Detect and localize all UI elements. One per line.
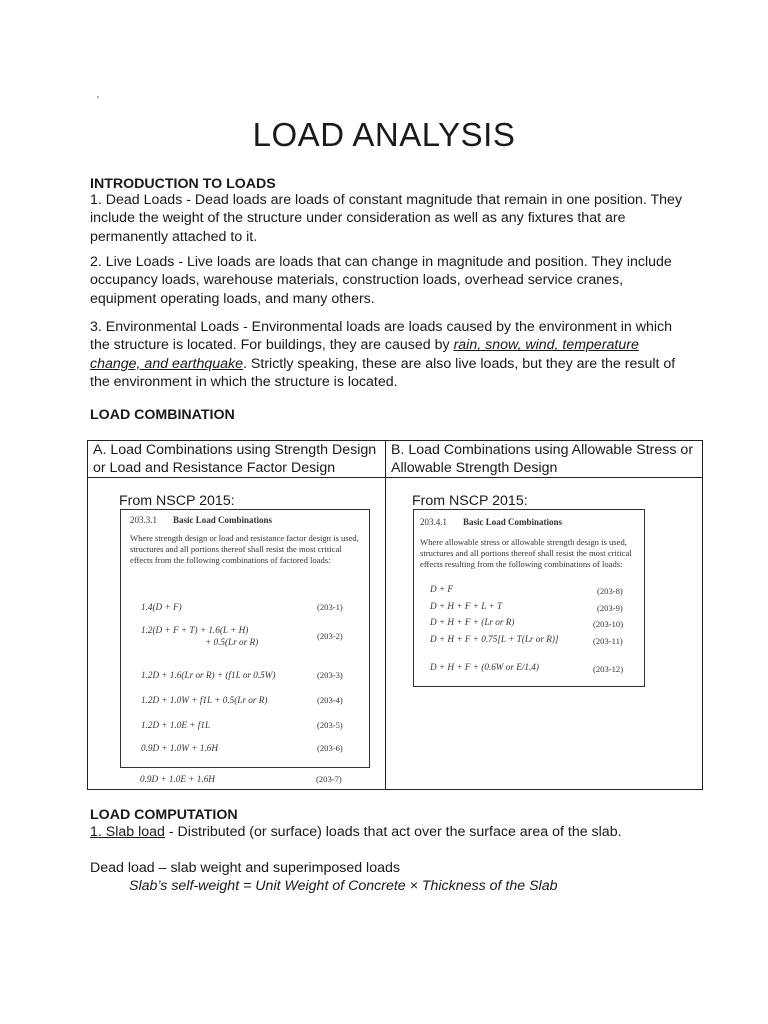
excerpt-a-paragraph: Where strength design or load and resistance factor design is used, structures and all portions thereof shall resist the most critical effects from the following combinations of factored loads:: [130, 533, 359, 565]
col-b-header: B. Load Combinations using Allowable Stress or Allowable Strength Design: [391, 442, 694, 476]
nscp-excerpt-strength-design: [120, 509, 370, 768]
equation-number: (203-9): [597, 603, 623, 613]
excerpt-a-section-title: Basic Load Combinations: [173, 515, 273, 525]
equation-number: (203-1): [317, 602, 343, 612]
equation-number: (203-8): [597, 586, 623, 596]
dead-loads-paragraph: 1. Dead Loads - Dead loads are loads of constant magnitude that remain in one position. They include the weight of the structure under consideration as well as any fixtures that are permanently attached to it.: [90, 192, 683, 245]
equation-number: (203-2): [317, 631, 343, 641]
slab-load-text: - Distributed (or surface) loads that act over the surface area of the slab.: [164, 824, 622, 840]
environmental-causes-link[interactable]: rain, snow, wind, temperature change, and earthquake: [90, 337, 639, 372]
page-title: LOAD ANALYSIS: [252, 116, 516, 153]
nscp-excerpt-allowable-stress: [413, 509, 645, 687]
dead-load-line: Dead load – slab weight and superimposed loads: [90, 860, 400, 876]
equation-number: (203-6): [317, 743, 343, 753]
load-combination-heading: LOAD COMBINATION: [90, 407, 235, 423]
live-loads-paragraph: 2. Live Loads - Live loads are loads that can change in magnitude and position. They include occupancy loads, warehouse materials, construction loads, overhead service cranes, equipment operating loads, and many others.: [90, 254, 672, 307]
equation-number: (203-4): [317, 695, 343, 705]
equation-203-4: 1.2D + 1.0W + f1L + 0.5(Lr or R): [141, 695, 268, 705]
load-combination-table: [87, 440, 703, 790]
equation-number: (203-5): [317, 720, 343, 730]
excerpt-a-heading: [130, 515, 272, 525]
load-computation-heading: LOAD COMPUTATION: [90, 807, 238, 823]
slab-self-weight-formula: Slab’s self-weight = Unit Weight of Concrete × Thickness of the Slab: [129, 878, 558, 894]
equation-number: (203-10): [593, 619, 624, 629]
equation-203-12: D + H + F + (0.6W or E/1.4): [430, 662, 539, 672]
excerpt-a-section-number: 203.3.1: [130, 515, 157, 525]
slab-load-link[interactable]: 1. Slab load: [90, 824, 165, 840]
environmental-text-a: 3. Environmental Loads - Environmental loads are loads caused by the environment in which the structure is located. For buildings, they are caused by: [90, 319, 673, 354]
slab-load-paragraph: [90, 823, 690, 841]
equation-203-2-continued: + 0.5(Lr or R): [205, 637, 259, 647]
equation-number: (203-7): [316, 774, 342, 784]
excerpt-b-heading: [420, 517, 562, 527]
equation-203-5: 1.2D + 1.0E + f1L: [141, 720, 211, 730]
equation-number: (203-11): [593, 636, 623, 646]
equation-203-6: 0.9D + 1.0W + 1.6H: [141, 743, 218, 753]
equation-203-1: 1.4(D + F): [141, 602, 182, 612]
equation-203-11: D + H + F + 0.75[L + T(Lr or R)]: [430, 634, 559, 644]
environmental-loads-paragraph: [90, 318, 690, 392]
environmental-text-b: . Strictly speaking, these are also live loads, but they are the result of the environment in which the structure is located.: [90, 355, 676, 391]
equation-203-8: D + F: [430, 584, 454, 594]
col-a-header: A. Load Combinations using Strength Design or Load and Resistance Factor Design: [93, 442, 377, 476]
intro-heading: INTRODUCTION TO LOADS: [90, 176, 276, 192]
excerpt-b-paragraph: Where allowable stress or allowable strength design is used, structures and all portions thereof shall resist the most critical effects resulting from the following combinations of loads:: [420, 537, 632, 569]
equation-203-2: 1.2(D + F + T) + 1.6(L + H): [141, 625, 249, 635]
table-divider-horizontal: [88, 477, 702, 478]
equation-203-7: 0.9D + 1.0E + 1.6H: [140, 774, 215, 784]
excerpt-b-section-title: Basic Load Combinations: [463, 517, 563, 527]
stray-mark: [97, 96, 99, 98]
equation-203-10: D + H + F + (Lr or R): [430, 617, 515, 627]
excerpt-b-section-number: 203.4.1: [420, 517, 447, 527]
col-b-source: From NSCP 2015:: [412, 493, 528, 509]
col-a-source: From NSCP 2015:: [119, 493, 235, 509]
equation-203-9: D + H + F + L + T: [430, 601, 503, 611]
equation-203-3: 1.2D + 1.6(Lr or R) + (f1L or 0.5W): [141, 670, 276, 680]
table-divider-vertical: [385, 441, 386, 789]
equation-number: (203-12): [593, 664, 624, 674]
equation-number: (203-3): [317, 670, 343, 680]
